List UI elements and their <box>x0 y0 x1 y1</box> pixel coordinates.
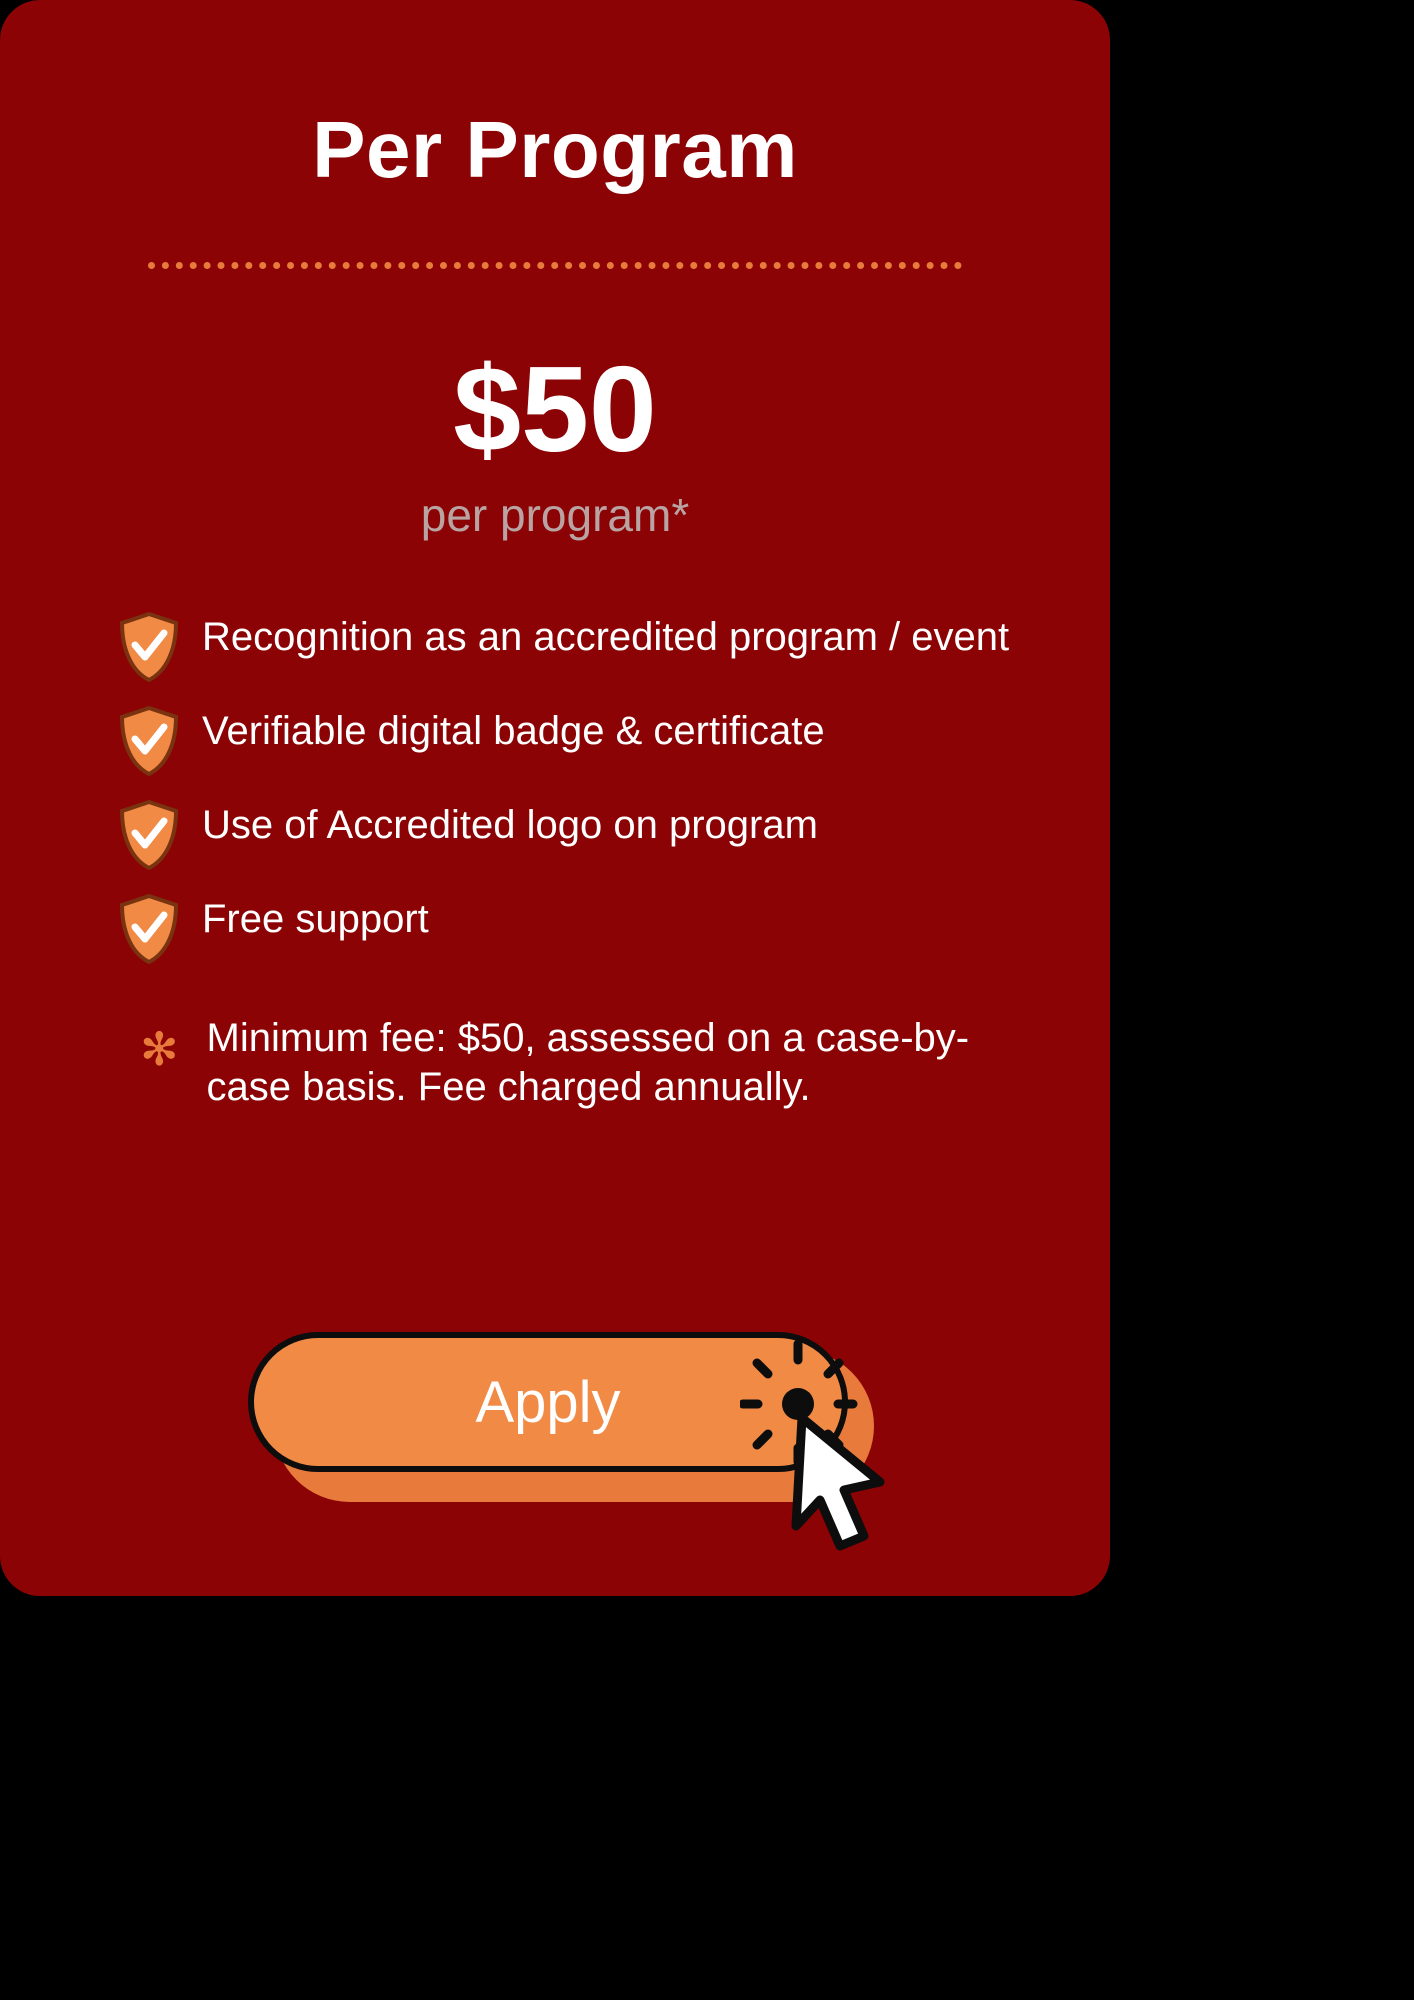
footnote <box>0 986 1110 1112</box>
shield-check-icon <box>118 706 180 776</box>
page-title: Per Program <box>312 105 798 194</box>
list-item <box>0 798 1110 870</box>
apply-button[interactable]: Apply <box>248 1332 848 1472</box>
shield-check-icon <box>118 800 180 870</box>
footnote-text: Minimum fee: $50, assessed on a case-by-case basis. Fee charged annually. <box>206 1016 970 1109</box>
feature-label: Free support <box>202 897 429 941</box>
price-amount: $50 <box>453 341 657 477</box>
apply-button-area <box>248 1332 878 1522</box>
list-item <box>0 892 1110 964</box>
price-subtitle: per program* <box>420 489 690 541</box>
feature-label: Recognition as an accredited program / event <box>202 615 1010 659</box>
list-item <box>0 610 1110 682</box>
feature-list <box>0 538 1110 964</box>
asterisk-icon: ✻ <box>140 1023 179 1075</box>
feature-label: Use of Accredited logo on program <box>202 803 818 847</box>
dotted-divider <box>148 262 962 276</box>
shield-check-icon <box>118 612 180 682</box>
shield-check-icon <box>118 894 180 964</box>
feature-label: Verifiable digital badge & certificate <box>202 709 825 753</box>
list-item <box>0 704 1110 776</box>
